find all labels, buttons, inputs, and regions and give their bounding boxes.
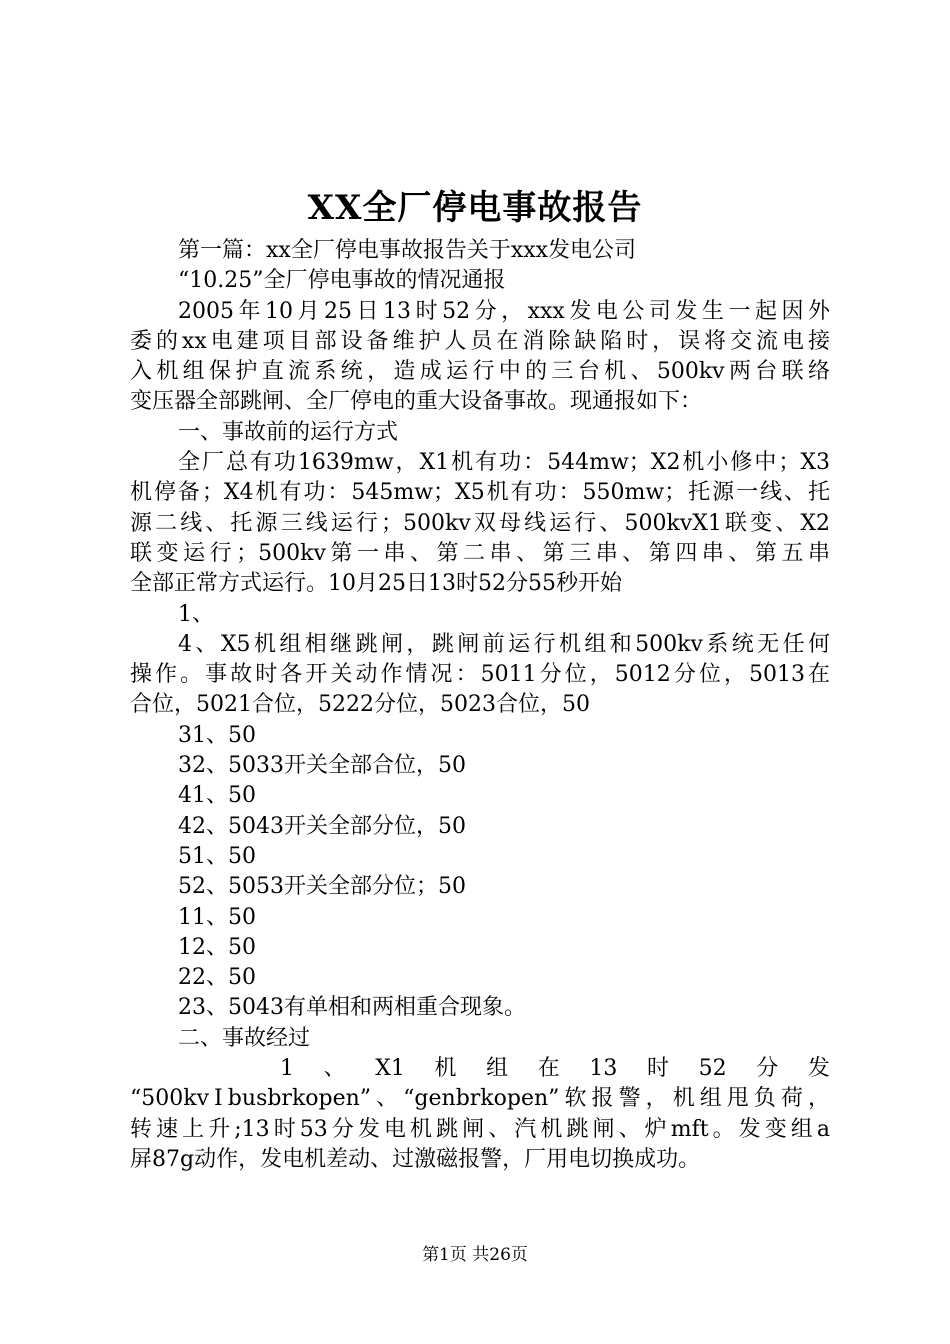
section-heading: 二、事故经过 bbox=[178, 1025, 311, 1051]
paragraph-line: 第一篇：xx全厂停电事故报告关于xxx发电公司 bbox=[178, 238, 637, 263]
spread-word: 机 bbox=[434, 1056, 457, 1082]
paragraph-line: 51、50 bbox=[178, 843, 256, 869]
paragraph-line: 全部正常方式运行。10月25日13时52分55秒开始 bbox=[130, 571, 622, 597]
paragraph-line: 变压器全部跳闸、全厂停电的重大设备事故。现通报如下： bbox=[130, 389, 703, 415]
paragraph-line: 入机组保护直流系统，造成运行中的三台机、500kv两台联络 bbox=[130, 359, 830, 385]
paragraph-line: 合位，5021合位，5222分位，5023合位，50 bbox=[130, 692, 590, 718]
paragraph-line: 11、50 bbox=[178, 904, 256, 930]
spread-word: 组 bbox=[486, 1056, 509, 1082]
spread-word: 、 bbox=[323, 1056, 346, 1082]
paragraph-line: 52、5053开关全部分位；50 bbox=[178, 874, 466, 900]
paragraph-line: 2005年10月25日13时52分，xxx发电公司发生一起因外 bbox=[178, 298, 830, 324]
paragraph-line: “10.25”全厂停电事故的情况通报 bbox=[178, 268, 506, 294]
paragraph-line: 22、50 bbox=[178, 965, 256, 991]
paragraph-line: 操作。事故时各开关动作情况：5011分位，5012分位，5013在 bbox=[130, 662, 830, 688]
page-footer: 第1页 共26页 bbox=[422, 1245, 528, 1265]
paragraph-line: 全厂总有功1639mw，X1机有功：544mw；X2机小修中；X3 bbox=[178, 450, 830, 476]
document-body bbox=[130, 236, 830, 1175]
paragraph-line: 32、5033开关全部合位，50 bbox=[178, 753, 466, 779]
paragraph-line: 联变运行；500kv第一串、第二串、第三串、第四串、第五串 bbox=[130, 540, 830, 566]
section-heading: 一、事故前的运行方式 bbox=[178, 419, 399, 445]
paragraph-line: 屏87g动作，发电机差动、过激磁报警，厂用电切换成功。 bbox=[130, 1146, 701, 1172]
paragraph-line: “500kvⅠbusbrkopen”、“genbrkopen”软报警，机组甩负荷， bbox=[130, 1086, 830, 1112]
paragraph-line: 41、50 bbox=[178, 783, 256, 809]
spread-word: 发 bbox=[807, 1056, 830, 1082]
paragraph-line: 机停备；X4机有功：545mw；X5机有功：550mw；托源一线、托 bbox=[130, 480, 830, 506]
spread-word: X1 bbox=[375, 1056, 405, 1082]
paragraph-line: 4、X5机组相继跳闸，跳闸前运行机组和500kv系统无任何 bbox=[178, 631, 830, 657]
paragraph-line-spread bbox=[130, 1054, 830, 1084]
paragraph-line: 42、5043开关全部分位，50 bbox=[178, 813, 466, 839]
paragraph-line: 源二线、托源三线运行；500kv双母线运行、500kvX1联变、X2 bbox=[130, 510, 830, 536]
spread-word: 1 bbox=[280, 1056, 294, 1082]
spread-word: 13 bbox=[589, 1056, 618, 1082]
paragraph-line: 12、50 bbox=[178, 934, 256, 960]
spread-word: 时 bbox=[647, 1056, 670, 1082]
paragraph-line: 转速上升;13时53分发电机跳闸、汽机跳闸、炉mft。发变组a bbox=[130, 1116, 830, 1142]
spread-word: 在 bbox=[537, 1056, 560, 1082]
paragraph-line: 31、50 bbox=[178, 722, 256, 748]
paragraph-line: 23、5043有单相和两相重合现象。 bbox=[178, 995, 526, 1021]
spread-word: 52 bbox=[698, 1056, 727, 1082]
spread-word: 分 bbox=[756, 1056, 779, 1082]
document-title: XX全厂停电事故报告 bbox=[307, 188, 643, 228]
paragraph-line: 委的xx电建项目部设备维护人员在消除缺陷时，误将交流电接 bbox=[130, 328, 830, 354]
paragraph-line: 1、 bbox=[178, 601, 214, 627]
